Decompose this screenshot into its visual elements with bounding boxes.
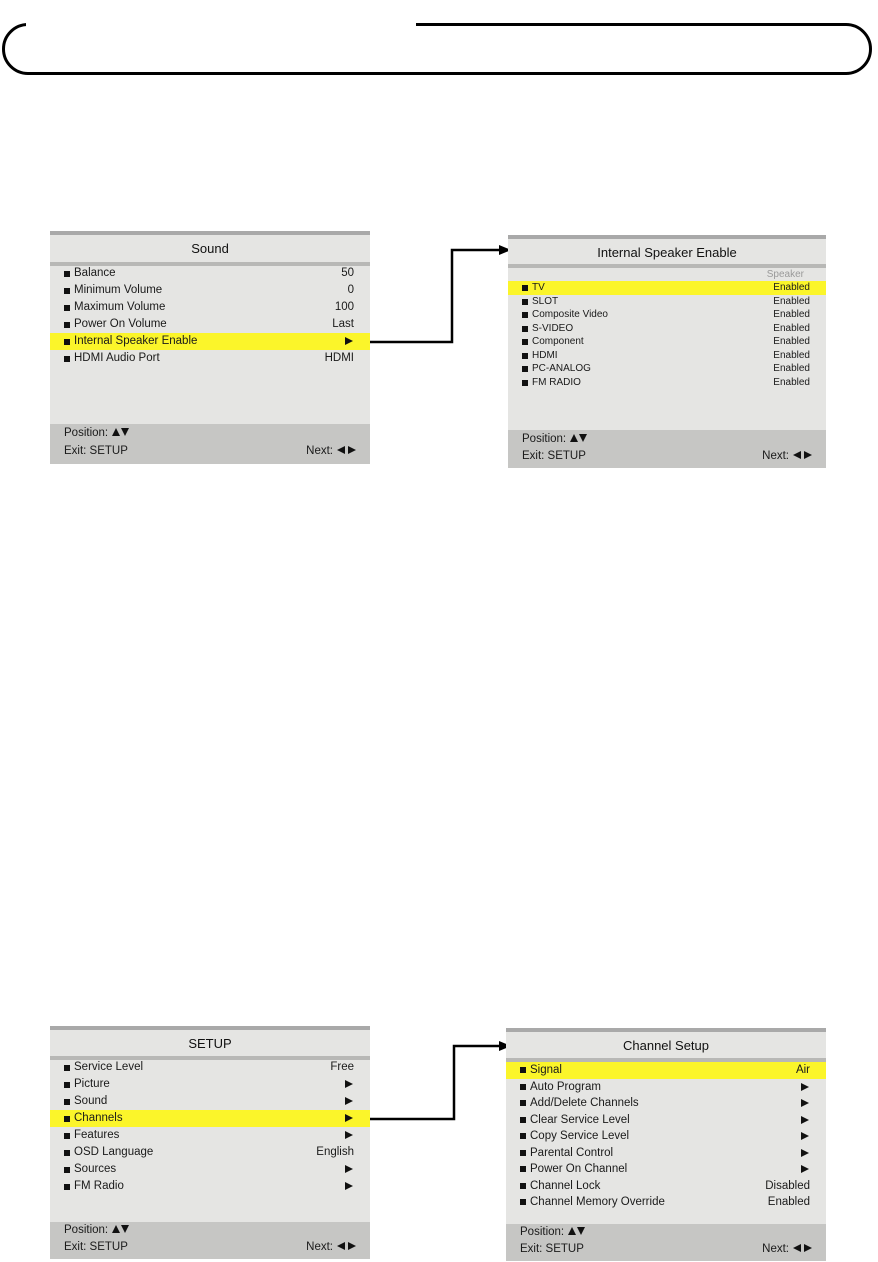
bullet-icon — [64, 322, 70, 328]
bullet-icon — [64, 1099, 70, 1105]
left-arrow-icon — [793, 1244, 801, 1252]
footer-next: Next: — [762, 450, 812, 462]
bullet-icon — [522, 353, 528, 359]
menu-item-label: OSD Language — [74, 1146, 154, 1158]
menu-list — [50, 265, 370, 367]
menu-item-value: Enabled — [773, 282, 810, 293]
footer-next: Next: — [762, 1243, 812, 1255]
menu-item-sources[interactable] — [50, 1161, 370, 1178]
up-arrow-icon — [112, 1225, 120, 1233]
footer-next: Next: — [306, 1241, 356, 1253]
submenu-arrow-icon — [345, 1114, 353, 1122]
bullet-icon — [520, 1199, 526, 1205]
menu-item-picture[interactable] — [50, 1076, 370, 1093]
bullet-icon — [520, 1100, 526, 1106]
panel-title: Sound — [191, 241, 229, 256]
bullet-icon — [64, 288, 70, 294]
menu-item-power-on-channel[interactable] — [506, 1161, 826, 1178]
bullet-icon — [520, 1084, 526, 1090]
connector-arrow-bottom — [370, 1046, 510, 1119]
menu-item-label: Power On Channel — [530, 1163, 628, 1175]
right-arrow-icon — [348, 1242, 356, 1250]
menu-item-label: Service Level — [74, 1061, 144, 1073]
menu-item-value: Enabled — [773, 336, 810, 347]
right-arrow-icon — [804, 451, 812, 459]
left-arrow-icon — [793, 451, 801, 459]
bullet-icon — [522, 366, 528, 372]
speaker-column-header: Speaker — [766, 269, 804, 280]
menu-item-osd-language[interactable] — [50, 1144, 370, 1161]
setup-menu-panel — [50, 1026, 370, 1259]
panel-footer — [50, 424, 370, 464]
footer-exit: Exit: SETUP — [64, 445, 128, 457]
panel-title: Internal Speaker Enable — [597, 245, 737, 260]
menu-item-hdmi[interactable] — [508, 349, 826, 363]
bullet-icon — [522, 326, 528, 332]
menu-item-value: Enabled — [773, 349, 810, 361]
menu-item-channels[interactable] — [50, 1110, 370, 1127]
submenu-arrow-icon — [345, 1097, 353, 1105]
submenu-arrow-icon — [801, 1165, 809, 1173]
menu-item-label: Signal — [530, 1064, 562, 1076]
bullet-icon — [64, 271, 70, 277]
menu-item-value: Enabled — [773, 363, 810, 374]
menu-item-label: Internal Speaker Enable — [74, 335, 198, 347]
menu-item-slot[interactable] — [508, 295, 826, 309]
menu-item-component[interactable] — [508, 335, 826, 349]
menu-item-label: Channels — [74, 1112, 123, 1124]
menu-item-maximum-volume[interactable] — [50, 299, 370, 316]
menu-item-value: 50 — [341, 267, 354, 279]
panel-footer — [50, 1222, 370, 1259]
menu-item-label: Maximum Volume — [74, 301, 166, 313]
menu-item-value: Air — [795, 1064, 810, 1076]
menu-item-label: FM Radio — [74, 1180, 124, 1192]
menu-item-label: SLOT — [532, 295, 559, 307]
bullet-icon — [522, 299, 528, 305]
menu-list — [508, 281, 826, 389]
menu-item-label: Power On Volume — [74, 318, 167, 330]
bullet-icon — [64, 356, 70, 362]
menu-item-label: Composite Video — [532, 309, 608, 320]
menu-item-channel-lock[interactable] — [506, 1178, 826, 1195]
menu-item-value: HDMI — [324, 352, 354, 364]
submenu-arrow-icon — [345, 1182, 353, 1190]
menu-item-label: Channel Lock — [530, 1179, 601, 1192]
menu-item-balance[interactable] — [50, 265, 370, 282]
menu-item-label: TV — [532, 282, 545, 293]
menu-item-value: 0 — [347, 284, 354, 296]
speaker-menu-panel — [508, 235, 826, 468]
menu-item-value: 100 — [334, 301, 354, 313]
menu-item-value: English — [316, 1146, 354, 1158]
connector-arrow-top — [370, 250, 510, 342]
menu-item-signal[interactable] — [506, 1062, 826, 1079]
menu-item-auto-program[interactable] — [506, 1079, 826, 1096]
bullet-icon — [520, 1133, 526, 1139]
menu-item-tv[interactable] — [508, 281, 826, 295]
menu-item-value: Enabled — [767, 1196, 810, 1208]
submenu-arrow-icon — [345, 1131, 353, 1139]
bullet-icon — [520, 1166, 526, 1172]
menu-item-label: Channel Memory Override — [530, 1196, 665, 1208]
menu-item-value: Disabled — [765, 1179, 810, 1192]
panel-footer — [506, 1224, 826, 1261]
menu-item-minimum-volume[interactable] — [50, 282, 370, 299]
down-arrow-icon — [579, 434, 587, 442]
menu-item-add-delete-channels[interactable] — [506, 1095, 826, 1112]
menu-item-value: Enabled — [773, 309, 810, 320]
bullet-icon — [64, 1167, 70, 1173]
bullet-icon — [522, 339, 528, 345]
menu-item-label: Balance — [74, 267, 116, 279]
footer-exit: Exit: SETUP — [64, 1241, 128, 1253]
menu-item-label: Features — [74, 1129, 120, 1141]
left-arrow-icon — [337, 1242, 345, 1250]
menu-item-sound[interactable] — [50, 1093, 370, 1110]
menu-item-label: FM RADIO — [532, 376, 581, 388]
menu-list — [506, 1062, 826, 1211]
menu-item-label: Auto Program — [530, 1080, 601, 1093]
menu-item-label: HDMI Audio Port — [74, 352, 160, 364]
panel-separator — [508, 264, 826, 268]
menu-item-value: Enabled — [773, 376, 810, 388]
menu-item-value: Free — [330, 1061, 354, 1073]
menu-item-label: Sound — [74, 1095, 108, 1107]
submenu-arrow-icon — [801, 1132, 809, 1140]
menu-item-composite-video[interactable] — [508, 308, 826, 322]
menu-item-label: PC-ANALOG — [532, 363, 591, 374]
footer-position: Position: — [64, 1224, 129, 1236]
bullet-icon — [64, 1065, 70, 1071]
menu-list — [50, 1059, 370, 1195]
menu-item-power-on-volume[interactable] — [50, 316, 370, 333]
submenu-arrow-icon — [345, 1165, 353, 1173]
menu-item-service-level[interactable] — [50, 1059, 370, 1076]
bullet-icon — [64, 305, 70, 311]
footer-position: Position: — [64, 427, 129, 439]
menu-item-label: Add/Delete Channels — [530, 1097, 639, 1109]
menu-item-value: Enabled — [773, 295, 810, 307]
up-arrow-icon — [570, 434, 578, 442]
bullet-icon — [64, 339, 70, 345]
up-arrow-icon — [112, 428, 120, 436]
panel-top-line — [506, 1028, 826, 1032]
right-arrow-icon — [804, 1244, 812, 1252]
submenu-arrow-icon — [801, 1149, 809, 1157]
panel-top-line — [50, 231, 370, 235]
panel-top-line — [50, 1026, 370, 1030]
up-arrow-icon — [568, 1227, 576, 1235]
menu-item-s-video[interactable] — [508, 322, 826, 336]
menu-item-parental-control[interactable] — [506, 1145, 826, 1162]
right-arrow-icon — [348, 446, 356, 454]
submenu-arrow-icon — [345, 337, 353, 345]
bullet-icon — [520, 1150, 526, 1156]
bullet-icon — [520, 1067, 526, 1073]
bullet-icon — [64, 1150, 70, 1156]
menu-item-hdmi-audio-port[interactable] — [50, 350, 370, 367]
channel-setup-panel — [506, 1028, 826, 1261]
footer-exit: Exit: SETUP — [522, 450, 586, 462]
menu-item-label: HDMI — [532, 349, 558, 361]
submenu-arrow-icon — [345, 1080, 353, 1088]
down-arrow-icon — [121, 428, 129, 436]
bullet-icon — [520, 1117, 526, 1123]
menu-item-label: Copy Service Level — [530, 1130, 630, 1142]
menu-item-label: Minimum Volume — [74, 284, 163, 296]
menu-item-label: Component — [532, 336, 584, 347]
footer-position: Position: — [522, 433, 587, 445]
menu-item-clear-service-level[interactable] — [506, 1112, 826, 1129]
submenu-arrow-icon — [801, 1116, 809, 1124]
bullet-icon — [522, 312, 528, 318]
menu-item-value: Last — [332, 318, 354, 330]
menu-item-label: Sources — [74, 1163, 117, 1175]
bullet-icon — [64, 1082, 70, 1088]
menu-item-label: Clear Service Level — [530, 1113, 630, 1126]
bullet-icon — [64, 1184, 70, 1190]
menu-item-internal-speaker-enable[interactable] — [50, 333, 370, 350]
down-arrow-icon — [577, 1227, 585, 1235]
bullet-icon — [522, 285, 528, 291]
bullet-icon — [522, 380, 528, 386]
bullet-icon — [64, 1133, 70, 1139]
footer-next: Next: — [306, 445, 356, 457]
sound-menu-panel — [50, 231, 370, 464]
menu-item-fm-radio[interactable] — [50, 1178, 370, 1195]
menu-item-copy-service-level[interactable] — [506, 1128, 826, 1145]
down-arrow-icon — [121, 1225, 129, 1233]
panel-title: Channel Setup — [622, 1038, 709, 1053]
menu-item-label: Picture — [74, 1078, 110, 1090]
bullet-icon — [64, 1116, 70, 1122]
panel-footer — [508, 430, 826, 468]
footer-position: Position: — [520, 1226, 585, 1238]
menu-item-pc-analog[interactable] — [508, 362, 826, 376]
left-arrow-icon — [337, 446, 345, 454]
submenu-arrow-icon — [801, 1099, 809, 1107]
menu-item-fm-radio[interactable] — [508, 376, 826, 390]
menu-item-label: Parental Control — [530, 1146, 614, 1159]
menu-item-channel-memory-override[interactable] — [506, 1194, 826, 1211]
bullet-icon — [520, 1183, 526, 1189]
footer-exit: Exit: SETUP — [520, 1243, 584, 1255]
submenu-arrow-icon — [801, 1083, 809, 1091]
menu-item-features[interactable] — [50, 1127, 370, 1144]
panel-top-line — [508, 235, 826, 239]
menu-item-label: S-VIDEO — [532, 322, 574, 334]
panel-title: SETUP — [188, 1036, 232, 1051]
menu-item-value: Enabled — [773, 322, 810, 334]
